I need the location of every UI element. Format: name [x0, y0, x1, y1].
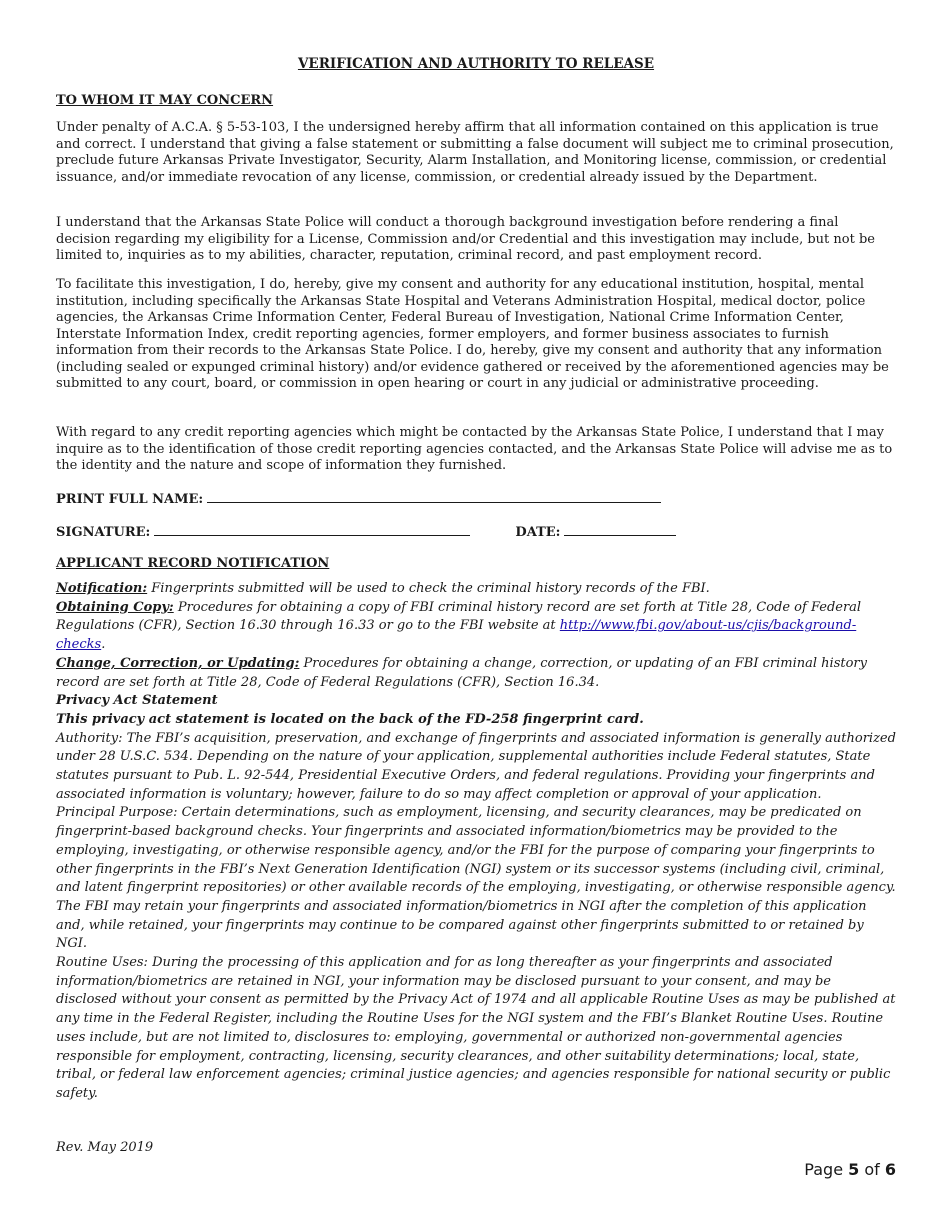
page-prefix: Page: [804, 1160, 849, 1179]
investigation-paragraph: I understand that the Arkansas State Police will conduct a thorough background investigation before rendering a final decision regarding my eligibility for a License, Commission and/or Credential and this investigation may include, but not be limited to, inquiries as to my abilities, character, reputation, criminal record, and past employment record.: [56, 215, 875, 263]
page-number: [804, 1160, 896, 1179]
notification-heading: APPLICANT RECORD NOTIFICATION: [56, 556, 330, 571]
fbi-background-checks-link[interactable]: http://www.fbi.gov/about-us/cjis/background-checks: [56, 618, 857, 653]
print-name-label: PRINT FULL NAME:: [56, 492, 204, 507]
applicant-record-notice: [56, 580, 896, 1104]
obtaining-copy-line: [56, 599, 896, 655]
print-name-row: [56, 490, 661, 507]
signature-field[interactable]: [154, 523, 470, 536]
obtaining-copy-end: .: [101, 637, 106, 653]
revision-date: Rev. May 2019: [56, 1140, 154, 1155]
privacy-act-location: This privacy act statement is located on the back of the FD-258 fingerprint card.: [56, 711, 644, 727]
change-correction-line: [56, 655, 896, 692]
change-correction-text: Procedures for obtaining a change, correction, or updating of an FBI criminal history record are set forth at Title 28, Code of Federal Regulations (CFR), Section 16.34.: [56, 655, 867, 690]
notification-line: [56, 580, 896, 599]
notification-label: Notification:: [56, 581, 148, 596]
print-name-field[interactable]: [207, 490, 661, 503]
salutation-heading: TO WHOM IT MAY CONCERN: [56, 93, 274, 108]
notification-text: Fingerprints submitted will be used to check the criminal history records of the FBI.: [147, 581, 710, 596]
change-correction-label: Change, Correction, or Updating:: [56, 655, 300, 671]
affirmation-paragraph: Under penalty of A.C.A. § 5-53-103, I the undersigned hereby affirm that all information contained on this application is true and correct. I understand that giving a false statement or submitting a false document will subject me to criminal prosecution, preclude future Arkansas Private Investigator, Security, Alarm Installation, and Monitoring license, commission, or credential issuance, and/or immediate revocation of any license, commission, or credential already issued by the Department.: [56, 120, 894, 185]
credit-reporting-paragraph: With regard to any credit reporting agencies which might be contacted by the Arkansas State Police, I understand that I may inquire as to the identification of those credit reporting agencies contacted, and the Arkansas State Police will advise me as to the identity and the nature and scope of information they furnished.: [56, 425, 893, 473]
consent-paragraph: To facilitate this investigation, I do, hereby, give my consent and authority for any educational institution, hospital, mental institution, including specifically the Arkansas State Hospital and Veterans Administration Hospital, medical doctor, police agencies, the Arkansas Crime Information Center, Federal Bureau of Investigation, National Crime Information Center, Interstate Information Index, credit reporting agencies, former employers, and former business associates to furnish information from their records to the Arkansas State Police. I do, hereby, give my consent and authority that any information (including sealed or expunged criminal history) and/or evidence gathered or received by the aforementioned agencies may be submitted to any court, board, or commission in open hearing or court in any judicial or administrative proceeding.: [56, 277, 889, 391]
date-label: DATE:: [515, 525, 561, 540]
signature-row: [56, 523, 676, 540]
date-field[interactable]: [564, 523, 676, 536]
signature-label: SIGNATURE:: [56, 525, 151, 540]
routine-uses-paragraph: Routine Uses: During the processing of this application and for as long thereafter as your fingerprints and associated information/biometrics are retained in NGI, your information may be disclosed pursuant to your consent, and may be disclosed without your consent as permitted by the Privacy Act of 1974 and all applicable Routine Uses as may be published at any time in the Federal Register, including the Routine Uses for the NGI system and the FBI’s Blanket Routine Uses. Routine uses include, but are not limited to, disclosures to: employing, governmental or authorized non-governmental agencies responsible for employment, contracting, licensing, security clearances, and other suitability determinations; local, state, tribal, or federal law enforcement agencies; criminal justice agencies; and agencies responsible for national security or public safety.: [56, 955, 896, 1101]
authority-paragraph: Authority: The FBI’s acquisition, preservation, and exchange of fingerprints and associated information is generally authorized under 28 U.S.C. 534. Depending on the nature of your application, supplemental authorities include Federal statutes, State statutes pursuant to Pub. L. 92-544, Presidential Executive Orders, and federal regulations. Providing your fingerprints and associated information is voluntary; however, failure to do so may affect completion or approval of your application.: [56, 730, 896, 802]
obtaining-copy-text: Procedures for obtaining a copy of FBI criminal history record are set forth at Title 28, Code of Federal Regulations (CFR), Section 16.30 through 16.33 or go to the FBI website at: [56, 599, 862, 634]
page-current: 5: [848, 1160, 860, 1179]
privacy-act-title: Privacy Act Statement: [56, 693, 218, 709]
obtaining-copy-label: Obtaining Copy:: [56, 599, 174, 615]
document-title: VERIFICATION AND AUTHORITY TO RELEASE: [297, 56, 655, 72]
page-of: of: [859, 1160, 885, 1179]
principal-purpose-paragraph: Principal Purpose: Certain determinations, such as employment, licensing, and security clearances, may be predicated on fingerprint-based background checks. Your fingerprints and associated information/biometrics may be provided to the employing, investigating, or otherwise responsible agency, and/or the FBI for the purpose of comparing your fingerprints to other fingerprints in the FBI’s Next Generation Identification (NGI) system or its successor systems (including civil, criminal, and latent fingerprint repositories) or other available records of the employing, investigating, or otherwise responsible agency. The FBI may retain your fingerprints and associated information/biometrics in NGI after the completion of this application and, while retained, your fingerprints may continue to be compared against other fingerprints submitted to or retained by NGI.: [56, 805, 896, 952]
page-total: 6: [884, 1160, 896, 1179]
